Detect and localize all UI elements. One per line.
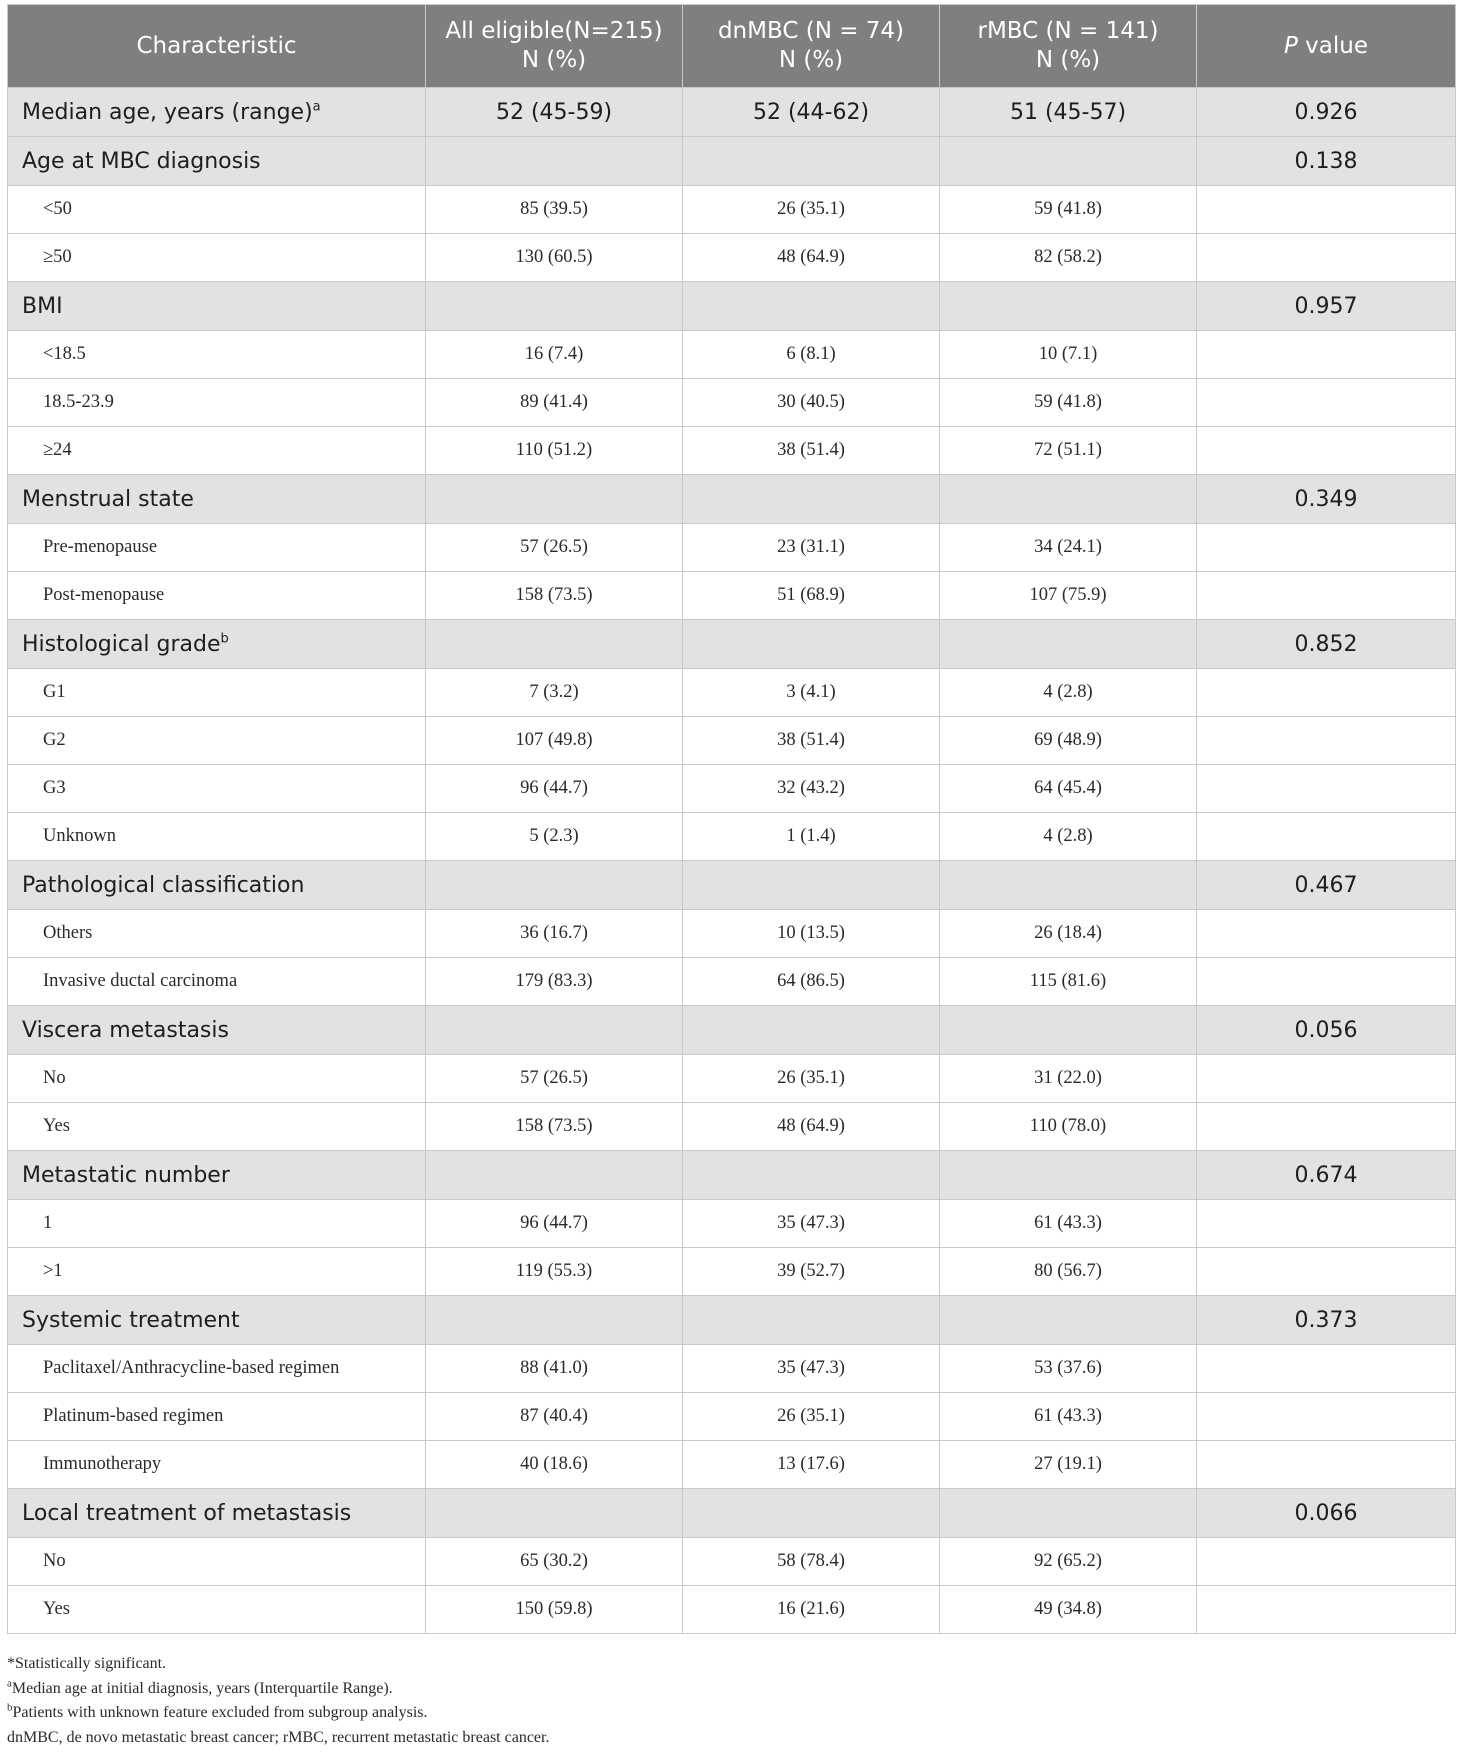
row-label: Invasive ductal carcinoma [8,958,426,1006]
cell-rmbc [940,137,1197,186]
cell-dnmbc: 16 (21.6) [683,1586,940,1634]
cell-p-value [1197,1538,1456,1586]
cell-dnmbc [683,620,940,669]
cell-rmbc: 110 (78.0) [940,1103,1197,1151]
cell-p-value [1197,427,1456,475]
table-group-row [8,88,1456,137]
table-row [8,1586,1456,1634]
table-row [8,1538,1456,1586]
cell-rmbc: 27 (19.1) [940,1441,1197,1489]
table-body [8,88,1456,1634]
cell-dnmbc [683,137,940,186]
cell-rmbc [940,1151,1197,1200]
cell-rmbc: 49 (34.8) [940,1586,1197,1634]
cell-all-eligible [426,475,683,524]
row-label: Age at MBC diagnosis [8,137,426,186]
cell-p-value [1197,765,1456,813]
cell-dnmbc [683,475,940,524]
row-label: Menstrual state [8,475,426,524]
table-row [8,427,1456,475]
row-label: Yes [8,1586,426,1634]
row-label: Median age, years (range)$^a$ [8,88,426,137]
footnote-significance: *Statistically significant. [7,1655,167,1672]
cell-rmbc: 4 (2.8) [940,669,1197,717]
row-label: G3 [8,765,426,813]
cell-dnmbc: 23 (31.1) [683,524,940,572]
cell-dnmbc: 38 (51.4) [683,427,940,475]
cell-dnmbc: 30 (40.5) [683,379,940,427]
cell-dnmbc: 38 (51.4) [683,717,940,765]
row-label: G1 [8,669,426,717]
cell-all-eligible: 130 (60.5) [426,234,683,282]
cell-dnmbc [683,1489,940,1538]
footnote-b: $^b$Patients with unknown feature excluded from subgroup analysis. [7,1701,428,1721]
cell-all-eligible [426,282,683,331]
cell-dnmbc: 35 (47.3) [683,1200,940,1248]
cell-p-value [1197,669,1456,717]
cell-p-value [1197,717,1456,765]
row-label: Metastatic number [8,1151,426,1200]
cell-dnmbc: 13 (17.6) [683,1441,940,1489]
header-all-eligible: All eligible(N=215) N (%) [426,5,683,88]
cell-p-value [1197,1393,1456,1441]
row-label: Viscera metastasis [8,1006,426,1055]
header-rmbc: rMBC (N = 141) N (%) [940,5,1197,88]
cell-all-eligible [426,620,683,669]
table-row [8,1345,1456,1393]
cell-dnmbc: 35 (47.3) [683,1345,940,1393]
cell-dnmbc: 26 (35.1) [683,186,940,234]
cell-p-value [1197,1441,1456,1489]
cell-all-eligible: 57 (26.5) [426,1055,683,1103]
cell-all-eligible [426,1296,683,1345]
table-group-row [8,1296,1456,1345]
cell-p-value: 0.467 [1197,861,1456,910]
cell-all-eligible: 5 (2.3) [426,813,683,861]
cell-rmbc: 4 (2.8) [940,813,1197,861]
cell-p-value: 0.138 [1197,137,1456,186]
cell-p-value: 0.852 [1197,620,1456,669]
cell-p-value: 0.349 [1197,475,1456,524]
cell-all-eligible [426,1489,683,1538]
cell-all-eligible: 57 (26.5) [426,524,683,572]
cell-rmbc: 61 (43.3) [940,1200,1197,1248]
cell-dnmbc: 51 (68.9) [683,572,940,620]
cell-all-eligible: 150 (59.8) [426,1586,683,1634]
cell-rmbc: 59 (41.8) [940,379,1197,427]
table-row [8,1055,1456,1103]
cell-rmbc [940,1006,1197,1055]
cell-rmbc: 80 (56.7) [940,1248,1197,1296]
cell-p-value [1197,1103,1456,1151]
table-row [8,813,1456,861]
table-row [8,1103,1456,1151]
row-label: ≥50 [8,234,426,282]
row-label: Systemic treatment [8,1296,426,1345]
cell-all-eligible: 107 (49.8) [426,717,683,765]
cell-dnmbc: 3 (4.1) [683,669,940,717]
cell-all-eligible [426,1151,683,1200]
cell-all-eligible: 110 (51.2) [426,427,683,475]
cell-dnmbc [683,1151,940,1200]
cell-all-eligible: 96 (44.7) [426,1200,683,1248]
table-group-row [8,282,1456,331]
row-label: 18.5-23.9 [8,379,426,427]
row-label: 1 [8,1200,426,1248]
header-row [8,5,1456,88]
cell-dnmbc: 10 (13.5) [683,910,940,958]
cell-all-eligible: 36 (16.7) [426,910,683,958]
cell-rmbc: 34 (24.1) [940,524,1197,572]
characteristics-table [7,4,1456,1634]
cell-rmbc [940,282,1197,331]
table-row [8,1393,1456,1441]
cell-all-eligible: 85 (39.5) [426,186,683,234]
cell-dnmbc: 26 (35.1) [683,1055,940,1103]
cell-p-value: 0.674 [1197,1151,1456,1200]
cell-p-value [1197,379,1456,427]
cell-rmbc [940,1296,1197,1345]
cell-dnmbc: 52 (44-62) [683,88,940,137]
cell-p-value [1197,1248,1456,1296]
cell-all-eligible: 88 (41.0) [426,1345,683,1393]
footnote-marker: b [220,631,229,647]
row-label: <50 [8,186,426,234]
cell-p-value: 0.066 [1197,1489,1456,1538]
cell-all-eligible: 158 (73.5) [426,1103,683,1151]
cell-dnmbc: 39 (52.7) [683,1248,940,1296]
cell-all-eligible: 158 (73.5) [426,572,683,620]
table-footnotes [7,1652,1447,1750]
cell-all-eligible: 52 (45-59) [426,88,683,137]
row-label: No [8,1055,426,1103]
cell-dnmbc [683,1296,940,1345]
cell-rmbc [940,620,1197,669]
footnote-a: $^a$Median age at initial diagnosis, years (Interquartile Range). [7,1677,393,1697]
cell-rmbc: 69 (48.9) [940,717,1197,765]
cell-rmbc: 107 (75.9) [940,572,1197,620]
cell-rmbc [940,861,1197,910]
table-row [8,524,1456,572]
cell-all-eligible: 96 (44.7) [426,765,683,813]
table-row [8,1200,1456,1248]
row-label: Histological grade$^b$ [8,620,426,669]
cell-dnmbc: 26 (35.1) [683,1393,940,1441]
cell-p-value [1197,813,1456,861]
cell-all-eligible: 179 (83.3) [426,958,683,1006]
table-row [8,1248,1456,1296]
row-label: Immunotherapy [8,1441,426,1489]
row-label: Unknown [8,813,426,861]
table-row [8,717,1456,765]
cell-dnmbc [683,1006,940,1055]
cell-p-value [1197,331,1456,379]
cell-dnmbc: 64 (86.5) [683,958,940,1006]
cell-all-eligible: 119 (55.3) [426,1248,683,1296]
cell-p-value [1197,1055,1456,1103]
cell-rmbc: 53 (37.6) [940,1345,1197,1393]
cell-rmbc: 64 (45.4) [940,765,1197,813]
cell-all-eligible [426,137,683,186]
table-row [8,958,1456,1006]
table-row [8,1441,1456,1489]
table-row [8,379,1456,427]
footnote-marker: a [312,99,321,115]
table-group-row [8,620,1456,669]
table-group-row [8,475,1456,524]
row-label: No [8,1538,426,1586]
cell-p-value: 0.373 [1197,1296,1456,1345]
cell-p-value [1197,1200,1456,1248]
table-group-row [8,861,1456,910]
cell-rmbc: 72 (51.1) [940,427,1197,475]
cell-all-eligible: 16 (7.4) [426,331,683,379]
table-group-row [8,1151,1456,1200]
row-label: ≥24 [8,427,426,475]
cell-all-eligible: 40 (18.6) [426,1441,683,1489]
cell-rmbc: 82 (58.2) [940,234,1197,282]
cell-rmbc [940,1489,1197,1538]
cell-dnmbc [683,861,940,910]
header-p-value: P value [1197,5,1456,88]
cell-rmbc: 10 (7.1) [940,331,1197,379]
cell-rmbc: 61 (43.3) [940,1393,1197,1441]
row-label: Others [8,910,426,958]
row-label: Pathological classification [8,861,426,910]
table-group-row [8,137,1456,186]
table-group-row [8,1489,1456,1538]
row-label: >1 [8,1248,426,1296]
table-row [8,186,1456,234]
cell-p-value [1197,958,1456,1006]
table-row [8,765,1456,813]
cell-p-value [1197,1345,1456,1393]
cell-rmbc: 31 (22.0) [940,1055,1197,1103]
row-label: <18.5 [8,331,426,379]
cell-p-value: 0.926 [1197,88,1456,137]
header-dnmbc: dnMBC (N = 74) N (%) [683,5,940,88]
cell-rmbc: 92 (65.2) [940,1538,1197,1586]
cell-p-value [1197,910,1456,958]
cell-all-eligible [426,861,683,910]
table-row [8,572,1456,620]
table-row [8,669,1456,717]
cell-rmbc: 115 (81.6) [940,958,1197,1006]
cell-dnmbc: 6 (8.1) [683,331,940,379]
cell-p-value [1197,1586,1456,1634]
cell-all-eligible: 89 (41.4) [426,379,683,427]
cell-p-value: 0.957 [1197,282,1456,331]
cell-rmbc: 26 (18.4) [940,910,1197,958]
table-row [8,910,1456,958]
cell-dnmbc [683,282,940,331]
cell-p-value: 0.056 [1197,1006,1456,1055]
row-label: Yes [8,1103,426,1151]
row-label: Pre-menopause [8,524,426,572]
cell-dnmbc: 1 (1.4) [683,813,940,861]
row-label: BMI [8,282,426,331]
cell-all-eligible: 87 (40.4) [426,1393,683,1441]
cell-all-eligible: 65 (30.2) [426,1538,683,1586]
cell-all-eligible [426,1006,683,1055]
cell-rmbc: 51 (45-57) [940,88,1197,137]
cell-dnmbc: 58 (78.4) [683,1538,940,1586]
cell-rmbc: 59 (41.8) [940,186,1197,234]
cell-dnmbc: 48 (64.9) [683,1103,940,1151]
characteristics-table-container [7,4,1455,1634]
table-row [8,234,1456,282]
table-group-row [8,1006,1456,1055]
header-characteristic: Characteristic [8,5,426,88]
cell-p-value [1197,572,1456,620]
row-label: Local treatment of metastasis [8,1489,426,1538]
cell-all-eligible: 7 (3.2) [426,669,683,717]
cell-rmbc [940,475,1197,524]
row-label: Paclitaxel/Anthracycline-based regimen [8,1345,426,1393]
row-label: Platinum-based regimen [8,1393,426,1441]
row-label: G2 [8,717,426,765]
cell-p-value [1197,234,1456,282]
cell-p-value [1197,186,1456,234]
footnote-abbreviations: dnMBC, de novo metastatic breast cancer; rMBC, recurrent metastatic breast cancer. [7,1728,550,1746]
cell-dnmbc: 48 (64.9) [683,234,940,282]
table-row [8,331,1456,379]
cell-dnmbc: 32 (43.2) [683,765,940,813]
cell-p-value [1197,524,1456,572]
row-label: Post-menopause [8,572,426,620]
